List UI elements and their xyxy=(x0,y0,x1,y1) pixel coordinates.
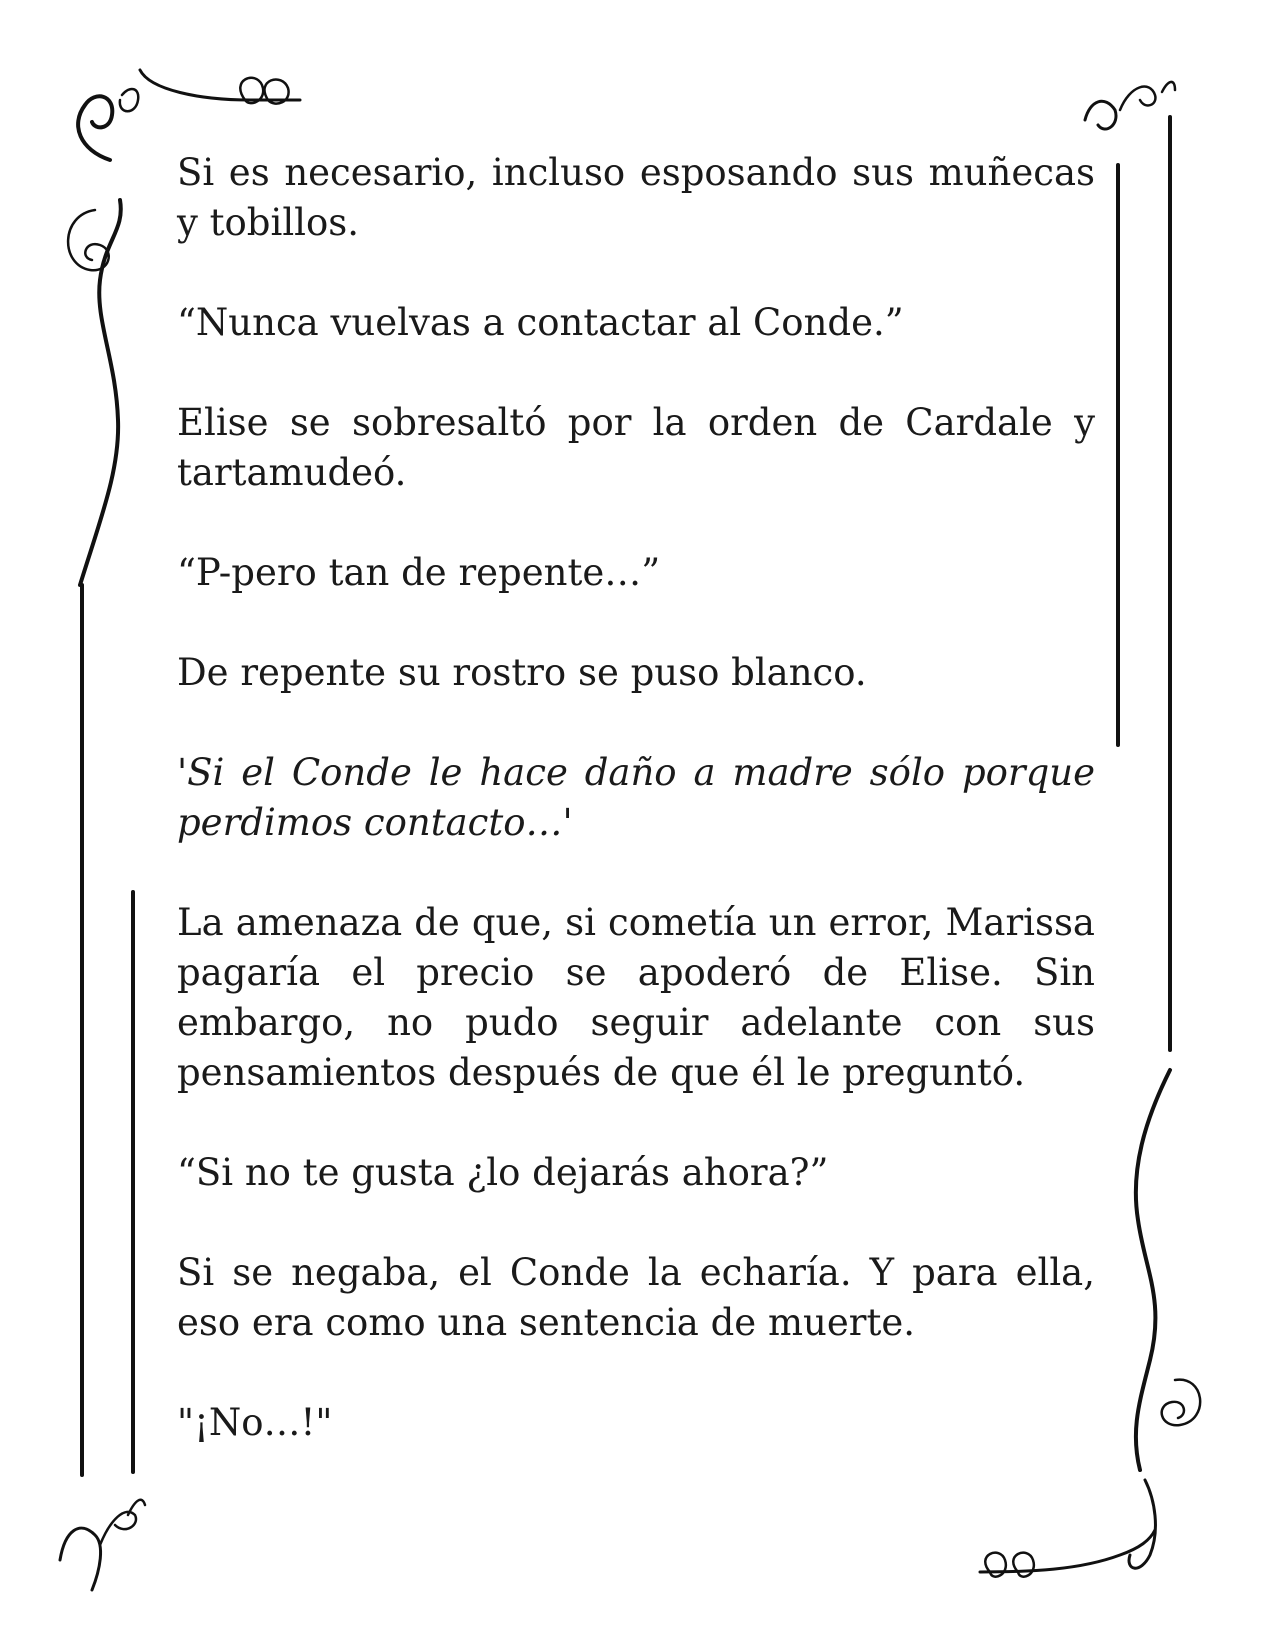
bottom-right-scroll xyxy=(1162,1380,1200,1426)
paragraph-dialogue-never-contact: “Nunca vuelvas a contactar al Conde.” xyxy=(177,301,904,344)
bottom-left-flourish xyxy=(60,1528,101,1590)
top-left-curl xyxy=(78,96,112,160)
paragraph-threat: La amenaza de que, si cometía un error, Marissa pagaría el precio se apoderó de Elise. Sin embargo, no pudo seguir adelante con sus pensamientos después de que él le preguntó. xyxy=(177,901,1095,1094)
top-left-swash xyxy=(140,70,300,100)
bottom-right-hook xyxy=(1129,1480,1155,1568)
top-right-curl xyxy=(1120,82,1175,110)
story-text xyxy=(177,148,1095,1448)
paragraph-elise-startled: Elise se sobresaltó por la orden de Cardale y tartamudeó. xyxy=(177,401,1095,494)
top-right-flourish xyxy=(1085,101,1116,129)
paragraph-dialogue-but-suddenly: “P-pero tan de repente…” xyxy=(177,551,661,594)
paragraph-face-white: De repente su rostro se puso blanco. xyxy=(177,651,867,694)
bottom-left-curl xyxy=(100,1500,145,1545)
paragraph-handcuffs: Si es necesario, incluso esposando sus muñecas y tobillos. xyxy=(177,151,1095,244)
paragraph-dialogue-leave-now: “Si no te gusta ¿lo dejarás ahora?” xyxy=(177,1151,829,1194)
bottom-right-flourish xyxy=(1136,1070,1170,1470)
paragraph-death-sentence: Si se negaba, el Conde la echaría. Y para ella, eso era como una sentencia de muerte. xyxy=(177,1251,1095,1344)
paragraph-thought-mother: 'Si el Conde le hace daño a madre sólo porque perdimos contacto…' xyxy=(177,751,1095,844)
top-left-hook xyxy=(120,89,138,111)
paragraph-dialogue-no: "¡No…!" xyxy=(177,1401,333,1444)
